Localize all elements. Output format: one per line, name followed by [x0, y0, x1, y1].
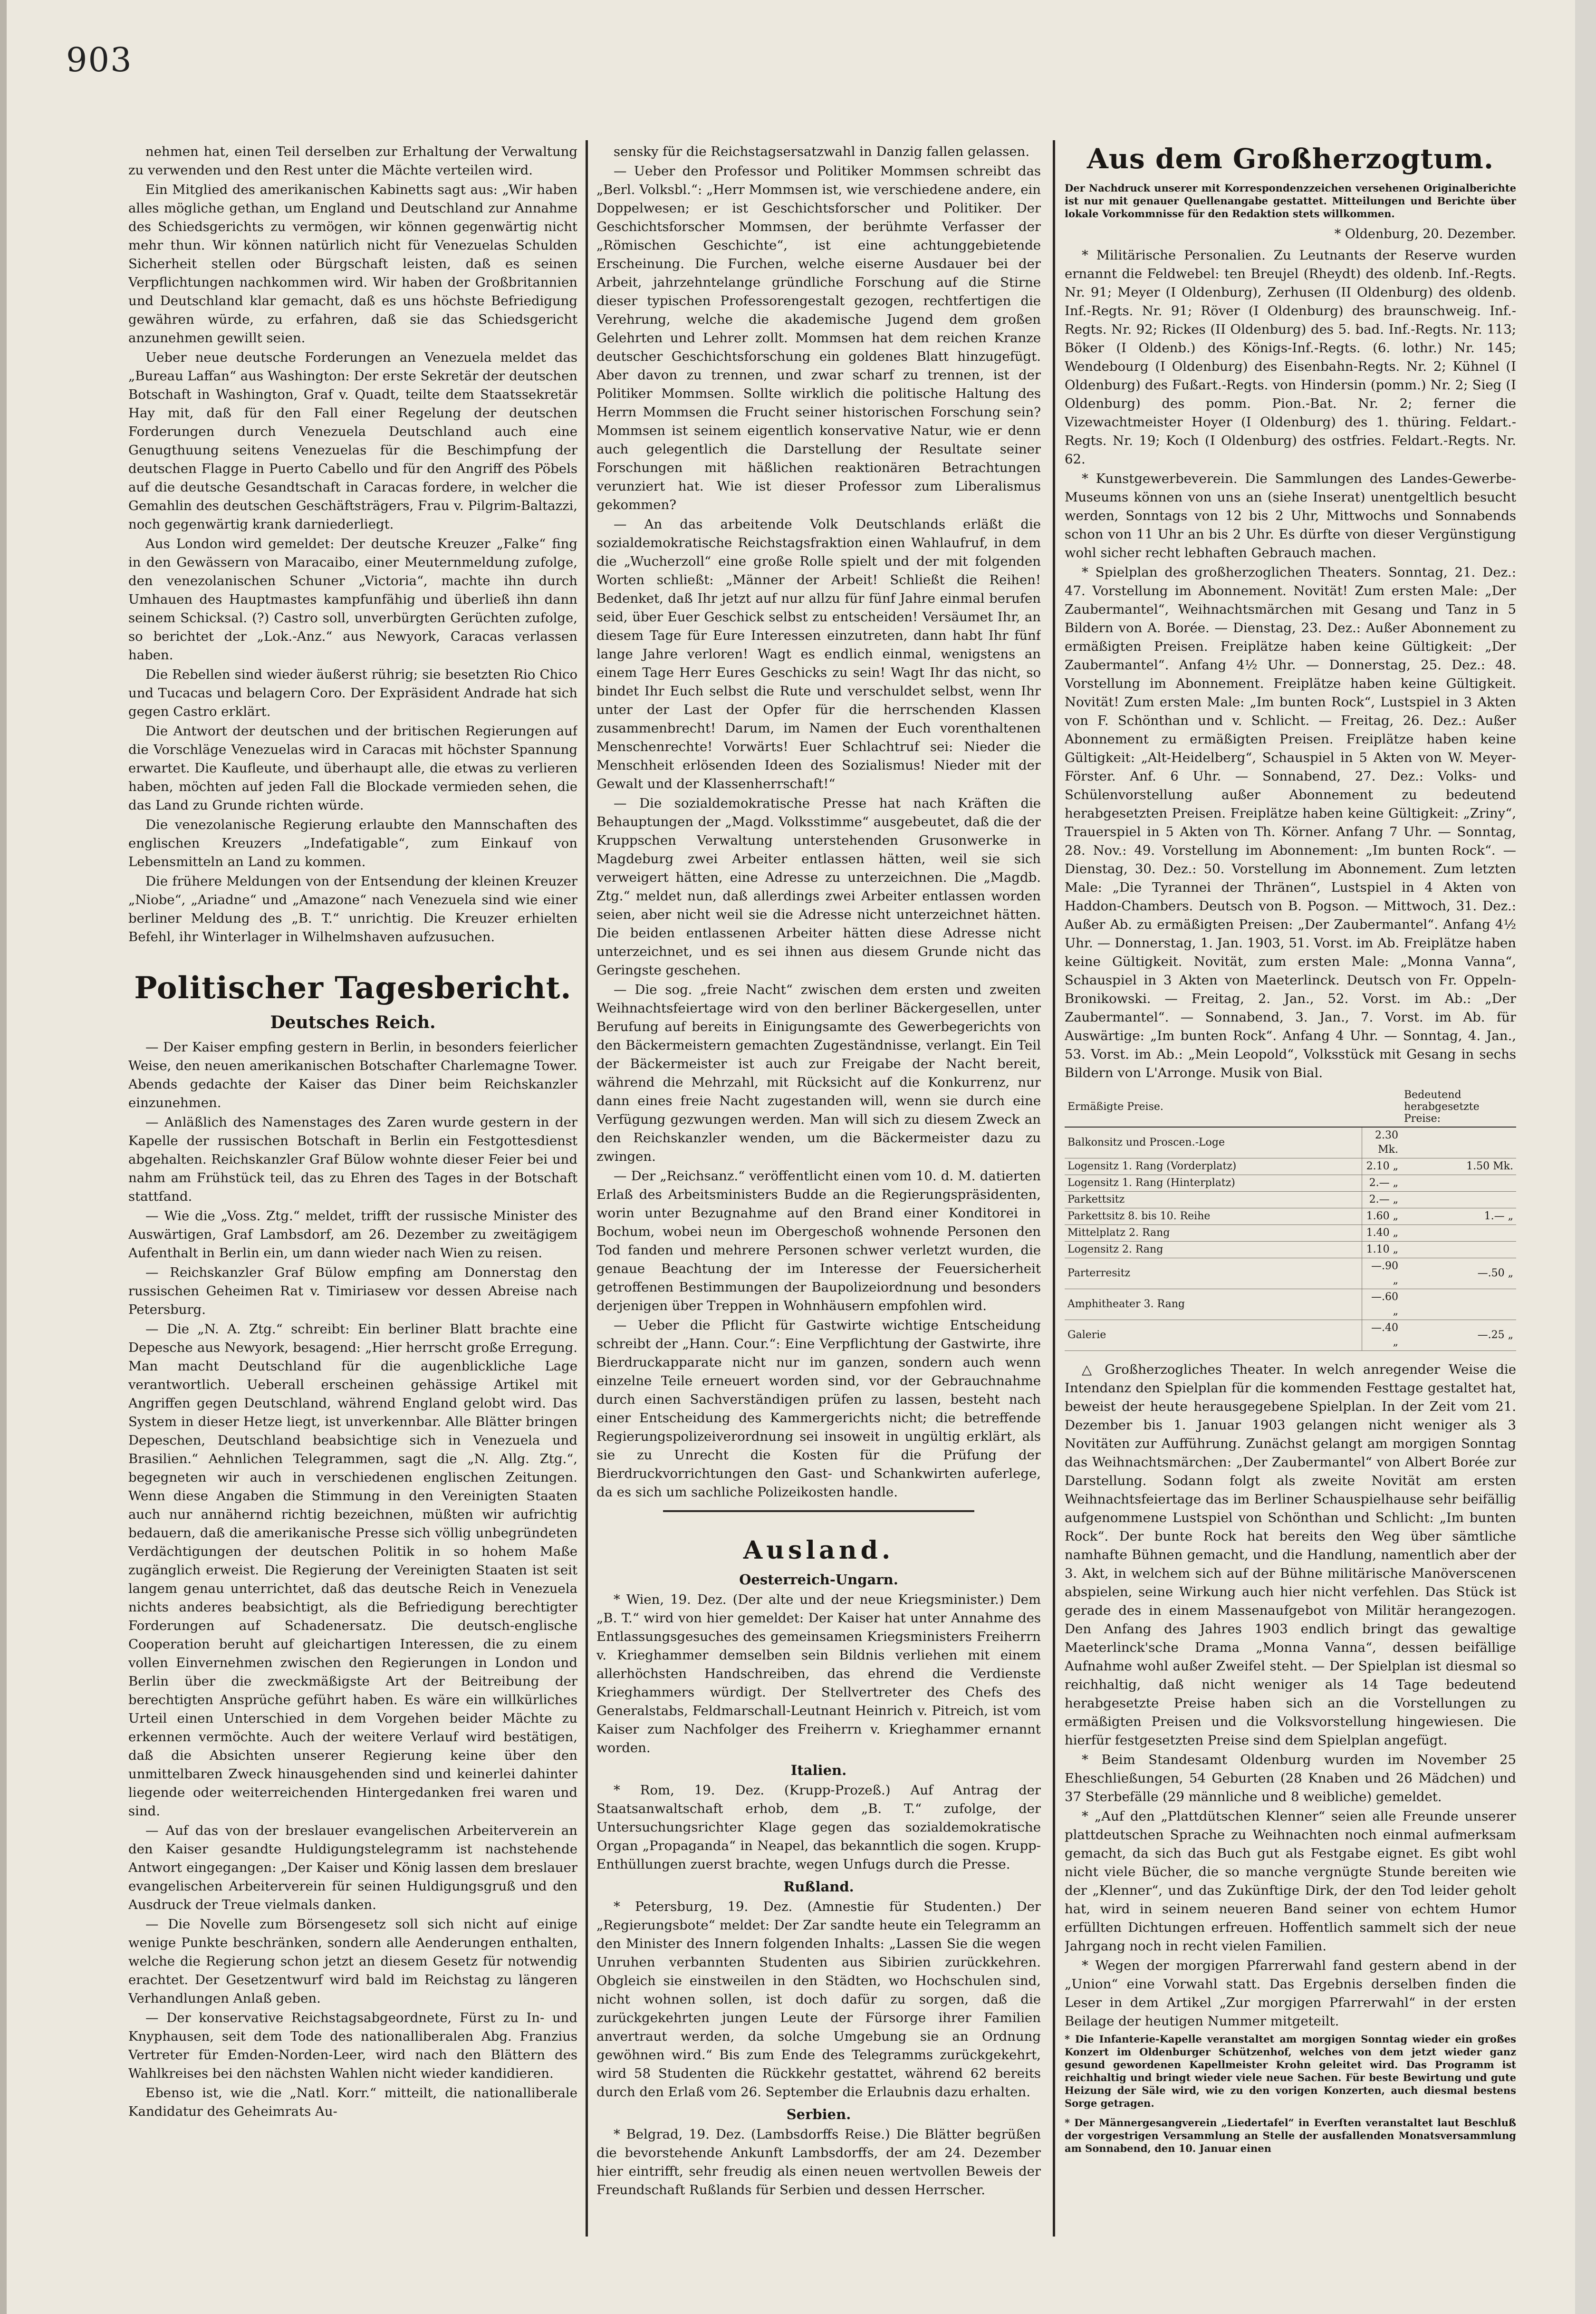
- article-paragraph: Ein Mitglied des amerikanischen Kabinetts sagt aus: „Wir haben alles mögliche gethan, um England und Deutschland zur Annahme des Schiedsgerichts zu vermögen, wir können gegenwärtig nicht mehr thun. Wir können natürlich nicht für Venezuelas Schulden Sicherheit stellen oder Bürgschaft leisten, daß es seinen Verpflichtungen nachkommen wird. Wir haben der Großbritannien und Deutschland klar gemacht, daß es uns höchste Befriedigung gewähren würde, zu erfahren, daß sie das Schiedsgericht anzunehmen gewillt seien.: [128, 182, 577, 346]
- seat-label: Mittelplatz 2. Rang: [1065, 1225, 1362, 1242]
- discount-price: —.50 „: [1401, 1258, 1516, 1289]
- article-paragraph: — Anläßlich des Namenstages des Zaren wurde gestern in der Kapelle der russischen Botschaft in Berlin ein Festgottesdienst abgehalten. Reichskanzler Graf Bülow wohnte dieser Feier bei und nahm am Frühstück teil, das zu Ehren des Tages in der Botschaft stattfand.: [128, 1115, 577, 1204]
- price-header: Bedeutend herabgesetzte Preise:: [1401, 1087, 1516, 1127]
- discount-price: [1401, 1289, 1516, 1320]
- article-paragraph: — Ueber den Professor und Politiker Mommsen schreibt das „Berl. Volksbl.“: „Herr Mommsen ist, wie verschiedene andere, ein Doppelwesen; er ist Geschichtsforscher und Politiker. Der Geschichtsforscher Mommsen, der berühmte Verfasser der „Römischen Geschichte“, ist eine achtunggebietende Erscheinung. Die Furchen, welche eiserne Ausdauer bei der Arbeit, jahrzehntelange gründliche Forschung auf die Stirne dieser typischen Professorengestalt gezogen, rechtfertigen die Verehrung, welche die akademische Jugend dem großen Gelehrten und Lehrer zollt. Mommsen hat dem reichen Kranze deutscher Geschichtsforschung ein goldenes Blatt hinzugefügt. Aber davon zu trennen, und zwar scharf zu trennen, ist der Politiker Mommsen. Sollte wirklich die politische Haltung des Herrn Mommsen die Frucht seiner historischen Forschung sein? Mommsen ist seinem eigentlich konservative Natur, wie er denn auch gelegentlich die Darstellung der Resultate seiner Forschungen mit häßlichen reaktionären Betrachtungen verunziert hat. Wie ist dieser Professor zum Liberalismus gekommen?: [596, 164, 1041, 512]
- price-row: [1065, 1258, 1516, 1289]
- country-heading: Oesterreich-Ungarn.: [739, 1572, 898, 1588]
- section-heading: Ausland.: [743, 1536, 894, 1565]
- country-heading: Italien.: [790, 1762, 847, 1778]
- section-divider: [663, 1510, 974, 1512]
- price-header-blank: [1362, 1087, 1402, 1127]
- article-paragraph: — Reichskanzler Graf Bülow empfing am Donnerstag den russischen Geheimen Rat v. Timiriasew vor dessen Abreise nach Petersburg.: [128, 1265, 577, 1317]
- seat-label: Galerie: [1065, 1320, 1362, 1351]
- reduced-price: —.90 „: [1362, 1258, 1402, 1289]
- article-paragraph: — Die sozialdemokratische Presse hat nach Kräften die Behauptungen der „Magd. Volksstimme“ ausgebeutet, daß die der Kruppschen Verwaltung unterstehenden Grusonwerke in Magdeburg zwei Arbeiter entlassen hätten, weil sie sich verweigert hätten, eine Adresse zu unterzeichnen. Die „Magdb. Ztg.“ meldet nun, daß allerdings zwei Arbeiter entlassen worden seien, aber nicht weil sie die Adresse nicht unterzeichnet hätten. Die beiden entlassenen Arbeiter hätten diese Adresse nicht unterzeichnet, und es sei ihnen aus diesem Grunde nicht das Geringste geschehen.: [596, 796, 1041, 978]
- discount-price: [1401, 1127, 1516, 1158]
- article-paragraph: * Belgrad, 19. Dez. (Lambsdorffs Reise.) Die Blätter begrüßen die bevorstehende Ankunft Lambsdorffs, der am 24. Dezember hier eintrifft, sehr freudig als einen neuen wertvollen Beweis der Freundschaft Rußlands für Serbien und dessen Herrscher.: [596, 2127, 1041, 2198]
- local-news-2: [1065, 1360, 1516, 2031]
- article-paragraph: * Spielplan des großherzoglichen Theaters. Sonntag, 21. Dez.: 47. Vorstellung im Abonnement. Novität! Zum ersten Male: „Der Zaubermantel“, Weihnachtsmärchen mit Gesang und Tanz in 5 Bildern von A. Borée. — Dienstag, 23. Dez.: Außer Abonnement zu ermäßigten Preisen. Freiplätze haben keine Gültigkeit: „Der Zaubermantel“. Anfang 4½ Uhr. — Donnerstag, 25. Dez.: 48. Vorstellung im Abonnement. Freiplätze haben keine Gültigkeit. Novität! Zum ersten Male: „Im bunten Rock“, Lustspiel in 3 Akten von F. Schönthan und v. Schlicht. — Freitag, 26. Dez.: Außer Abonnement zu ermäßigten Preisen. Freiplätze haben keine Gültigkeit: „Alt-Heidelberg“, Schauspiel in 5 Akten von W. Meyer-Förster. Anf. 6 Uhr. — Sonnabend, 27. Dez.: Volks- und Schülenvorstellung außer Abonnement zu bedeutend herabgesetzten Preisen. Freiplätze haben keine Gültigkeit: „Zriny“, Trauerspiel in 5 Akten von Th. Körner. Anfang 7 Uhr. — Sonntag, 28. Nov.: 49. Vorstellung im Abonnement: „Im bunten Rock“. — Dienstag, 30. Dez.: 50. Vorstellung im Abonnement. Zum letzten Male: „Die Tyrannei der Thränen“, Lustspiel in 4 Akten von Haddon-Chambers. Deutsch von B. Pogson. — Mittwoch, 31. Dez.: Außer Ab. zu ermäßigten Preisen: „Der Zaubermantel“. Anfang 4½ Uhr. — Donnerstag, 1. Jan. 1903, 51. Vorst. im Ab. Freiplätze haben keine Gültigkeit. Novität, zum ersten Male: „Monna Vanna“, Schauspiel in 3 Akten von Maeterlinck. Deutsch von Fr. Oppeln-Bronikowski. — Freitag, 2. Jan., 52. Vorst. im Ab.: „Der Zaubermantel“. — Sonnabend, 3. Jan., 7. Vorst. im Ab. für Auswärtige: „Im bunten Rock“. Anfang 4 Uhr. — Sonntag, 4. Jan., 53. Vorst. im Ab.: „Mein Leopold“, Volksstück mit Gesang in sechs Bildern von L'Arronge. Musik von Bial.: [1065, 565, 1516, 1080]
- dateline: * Oldenburg, 20. Dezember.: [1334, 227, 1516, 241]
- seat-label: Parterresitz: [1065, 1258, 1362, 1289]
- discount-price: [1401, 1225, 1516, 1242]
- article-paragraph: Aus London wird gemeldet: Der deutsche Kreuzer „Falke“ fing in den Gewässern von Maracaibo, einer Meuternmeldung zufolge, den venezolanischen Schuner „Victoria“, machte ihn durch Umhauen des Hauptmastes kampfunfähig und überließ ihn dann seinem Schicksal. (?) Castro soll, unverbürgten Gerüchten zufolge, so berichtet der „Lok.-Anz.“ aus Newyork, Caracas verlassen haben.: [128, 536, 577, 663]
- price-row: [1065, 1242, 1516, 1258]
- reduced-price: 2.— „: [1362, 1192, 1402, 1208]
- article-paragraph: * Der Männergesangverein „Liedertafel“ in Everſten veranstaltet laut Beschluß der vorgestrigen Versammlung an Stelle der ausfallenden Monatsversammlung am Sonnabend, den 10. Januar einen: [1065, 2117, 1516, 2154]
- price-header: Ermäßigte Preise.: [1065, 1087, 1362, 1127]
- price-row: [1065, 1208, 1516, 1225]
- local-news: [1065, 246, 1516, 1082]
- article-paragraph: — Die sog. „freie Nacht“ zwischen dem ersten und zweiten Weihnachtsfeiertage wird von den berliner Bäckergesellen, unter Berufung auf bereits in Einigungsamte des Gewerbegerichts von den Bäckermeistern gemachten Zugeständnisse, verlangt. Ein Teil der Bäckermeister ist auch zur Freigabe der Nacht bereit, während die Mehrzahl, mit Rücksicht auf die Konkurrenz, nur dann eines freie Nacht zugestanden will, wenn sie durch eine Verfügung gezwungen werden. Man will sich zu diesem Zweck an den Reichskanzler wenden, um die Bäckermeister dazu zu zwingen.: [596, 982, 1041, 1164]
- price-row: [1065, 1289, 1516, 1320]
- column-2: [596, 143, 1041, 2272]
- article-paragraph: * Rom, 19. Dez. (Krupp-Prozeß.) Auf Antrag der Staatsanwaltschaft erhob, dem „B. T.“ zufolge, der Untersuchungsrichter Klage gegen das sozialdemokratische Organ „Propaganda“ in Neapel, das bekanntlich die sogen. Krupp-Enthüllungen zuerst brachte, wegen Unfugs durch die Presse.: [596, 1783, 1041, 1872]
- seat-label: Logensitz 1. Rang (Vorderplatz): [1065, 1158, 1362, 1175]
- article-paragraph: Die Rebellen sind wieder äußerst rührig; sie besetzten Rio Chico und Tucacas und belagern Coro. Der Expräsident Andrade hat sich gegen Castro erklärt.: [128, 667, 577, 719]
- seat-label: Parkettsitz: [1065, 1192, 1362, 1208]
- deutsches-reich-section: [128, 1038, 577, 2121]
- reduced-price: 2.10 „: [1362, 1158, 1402, 1175]
- discount-price: [1401, 1242, 1516, 1258]
- domestic-continued: [596, 143, 1041, 1502]
- section-heading: Politischer Tagesbericht.: [134, 970, 572, 1006]
- article-paragraph: nehmen hat, einen Teil derselben zur Erhaltung der Verwaltung zu verwenden und den Rest unter die Mächte verteilen wird.: [128, 144, 577, 178]
- reduced-price: —.60 „: [1362, 1289, 1402, 1320]
- discount-price: [1401, 1192, 1516, 1208]
- article-paragraph: * Die Infanterie-Kapelle veranstaltet am morgigen Sonntag wieder ein großes Konzert im Oldenburger Schützenhof, welches von dem jetzt wieder ganz gesund gewordenen Kapellmeister Krohn geleitet wird. Das Programm ist reichhaltig und bringt wieder viele neue Sachen. Für beste Bewirtung und gute Heizung der Säle wird, wie zu den vorigen Konzerten, auch diesmal bestens Sorge getragen.: [1065, 2033, 1516, 2109]
- reduced-price: 1.10 „: [1362, 1242, 1402, 1258]
- price-row: [1065, 1320, 1516, 1351]
- article-paragraph: * Militärische Personalien. Zu Leutnants der Reserve wurden ernannt die Feldwebel: ten Breujel (Rheydt) des oldenb. Inf.-Regts. Nr. 91; Meyer (I Oldenburg), Zerhusen (II Oldenburg) des oldenb. Inf.-Regts. Nr. 91; Röver (I Oldenburg) des braunschweig. Inf.-Regts. Nr. 92; Rickes (II Oldenburg) des 5. bad. Inf.-Regts. Nr. 113; Böker (I Oldenb.) des Königs-Inf.-Regts. (6. lothr.) Nr. 145; Wendebourg (I Oldenburg) des Eisenbahn-Regts. Nr. 2; Kühnel (I Oldenburg) des Fußart.-Regts. von Hindersin (pomm.) Nr. 2; Sieg (I Oldenburg) des pomm. Pion.-Bat. Nr. 2; ferner die Vizewachtmeister Hoyer (I Oldenburg) des 1. thüring. Feldart.-Regts. Nr. 19; Koch (I Oldenburg) des ostfries. Feldart.-Regts. Nr. 62.: [1065, 248, 1516, 467]
- article-paragraph: — Wie die „Voss. Ztg.“ meldet, trifft der russische Minister des Auswärtigen, Graf Lambsdorf, am 26. Dezember zu zweitägigem Aufenthalt in Berlin ein, um dann wieder nach Wien zu reisen.: [128, 1208, 577, 1261]
- country-heading: Serbien.: [786, 2106, 851, 2122]
- article-paragraph: * Beim Standesamt Oldenburg wurden im November 25 Eheschließungen, 54 Geburten (28 Knaben und 26 Mädchen) und 37 Sterbefälle (29 männliche und 8 weibliche) gemeldet.: [1065, 1752, 1516, 1804]
- article-paragraph: △ Großherzogliches Theater. In welch anregender Weise die Intendanz den Spielplan für die kommenden Festtage gestaltet hat, beweist der heute herausgegebene Spielplan. In der Zeit vom 21. Dezember bis 1. Januar 1903 gelangen nicht weniger als 3 Novitäten zur Aufführung. Zunächst gelangt am morgigen Sonntag das Weihnachtsmärchen: „Der Zaubermantel“ von Albert Borée zur Darstellung. Sodann folgt als zweite Novität am ersten Weihnachtsfeiertage das im Berliner Schauspielhause sehr beifällig aufgenommene Lustspiel von Schönthan und Schlicht: „Im bunten Rock“. Der bunte Rock hat bereits den Weg über sämtliche namhafte Bühnen gemacht, und die Handlung, namentlich aber der 3. Akt, in welchem sich auf der Bühne militärische Manöverscenen abspielen, seine Wirkung auch hier nicht verfehlen. Das Stück ist gerade des in einem Massenaufgebot von Militär herangezogen. Den Anfang des Jahres 1903 endlich bringt das gewaltige Maeterlinck'sche Drama „Monna Vanna“, dessen beifällige Aufnahme wohl außer Zweifel steht. — Der Spielplan ist diesmal so reichhaltig, daß nicht weniger als 14 Tage bedeutend herabgesetzte Preise haben sich an die Vorstellungen zu ermäßigten Preisen und die Volksvorstellung hingewiesen. Die hierfür festgesetzten Preise sind dem Spielplan angefügt.: [1065, 1362, 1516, 1748]
- article-paragraph: — Der „Reichsanz.“ veröffentlicht einen vom 10. d. M. datierten Erlaß des Arbeitsministers Budde an die Regierungspräsidenten, worin unter Bezugnahme auf den Brand einer Konditorei in Bochum, wobei neun im Obergeschoß wohnende Personen den Tod fanden und mehrere Personen schwer verletzt wurden, die genaue Beachtung der im Interesse der Feuersicherheit getroffenen Bestimmungen der Baupolizeiordnung und besonders derjenigen über Treppen in Wohnhäusern empfohlen wird.: [596, 1168, 1041, 1313]
- subsection-heading: Deutsches Reich.: [270, 1012, 436, 1032]
- price-row: [1065, 1127, 1516, 1158]
- reduced-price: 2.30 Mk.: [1362, 1127, 1402, 1158]
- price-row: [1065, 1175, 1516, 1192]
- discount-price: [1401, 1175, 1516, 1192]
- reduced-price: 2.— „: [1362, 1175, 1402, 1192]
- discount-price: 1.— „: [1401, 1208, 1516, 1225]
- article-paragraph: * „Auf den „Plattdütschen Klenner“ seien alle Freunde unserer plattdeutschen Sprache zu Weihnachten noch einmal aufmerksam gemacht, da sich das Buch gut als Festgabe eignet. Es gibt wohl nicht viele Bücher, die so manche vergnügte Stunde bereiten wie der „Klenner“, und das Zukünftige Dirk, der den Tod leider geholt hat, wird in seinem neueren Band seiner von echtem Humor erfüllten Dichtungen erfreuen. Hoffentlich sammelt sich der neue Jahrgang noch in recht vielen Familien.: [1065, 1809, 1516, 1954]
- column-3: [1065, 143, 1516, 2272]
- column-rule: [1053, 140, 1055, 2237]
- venezuela-section: [128, 143, 577, 946]
- discount-price: —.25 „: [1401, 1320, 1516, 1351]
- price-row: [1065, 1225, 1516, 1242]
- article-paragraph: sensky für die Reichstagsersatzwahl in Danzig fallen gelassen.: [614, 144, 1030, 159]
- article-paragraph: — Die „N. A. Ztg.“ schreibt: Ein berliner Blatt brachte eine Depesche aus Newyork, besagend: „Hier herrscht große Erregung. Man macht Deutschland für die augenblickliche Lage verantwortlich. Ueberall erscheinen gehässige Artikel mit Angriffen gegen Deutschland, während England gelobt wird. Das System in dieser Hetze liegt, ist unverkennbar. Alle Blätter bringen Depeschen, Deutschland beabsichtige sich in Venezuela und Brasilien.“ Aehnlichen Telegrammen, sagt die „N. Allg. Ztg.“, begegneten wir auch in verschiedenen englischen Zeitungen. Wenn diese Angaben die Stimmung in den Vereinigten Staaten auch nur annähernd richtig bezeichnen, müßten wir aufrichtig bedauern, daß die amerikanische Presse sich völlig unbegründeten Verdächtigungen der deutschen Politik in so hohem Maße zugänglich erweist. Die Regierung der Vereinigten Staaten ist seit langem genau unterrichtet, daß das deutsche Reich in Venezuela nichts anderes beabsichtigt, als die Befriedigung berechtigter Forderungen auf Schadenersatz. Die deutsch-englische Cooperation beruht auf gleichartigen Interessen, die zu einem vollen Einvernehmen zwischen den Regierungen in London und Berlin über die zweckmäßigste Art der Beitreibung der berechtigten Ansprüche geführt haben. Es wäre ein willkürliches Urteil einen Unterschied in dem Vorgehen beider Mächte zu erkennen vermöchte. Auch der weitere Verlauf wird bestätigen, daß die Absichten unserer Regierung keine über den unmittelbaren Zweck hinausgehenden sind und keinerlei dahinter liegende oder weiterreichenden Hintergedanken frei waren und sind.: [128, 1321, 577, 1819]
- reduced-price: 1.60 „: [1362, 1208, 1402, 1225]
- article-paragraph: * Kunstgewerbeverein. Die Sammlungen des Landes-Gewerbe-Museums können von uns an (siehe Inserat) unentgeltlich besucht werden, Sonntags von 12 bis 2 Uhr, Mittwochs und Sonnabends schon von 11 Uhr an bis 2 Uhr. Es dürfte von dieser Vergünstigung wohl sicher recht lebhaften Gebrauch machen.: [1065, 471, 1516, 560]
- article-paragraph: * Wien, 19. Dez. (Der alte und der neue Kriegsminister.) Dem „B. T.“ wird von hier gemeldet: Der Kaiser hat unter Annahme des Entlassungsgesuches des gemeinsamen Kriegsministers Freiherrn v. Krieghammer demselben sein Bildnis verliehen mit einem allerhöchsten Handschreiben, das ehrend die Verdienste Krieghammers würdigt. Der Stellvertreter des Chefs des Generalstabs, Feldmarschall-Leutnant Heinrich v. Pitreich, ist vom Kaiser zum Nachfolger des Freiherrn v. Krieghammer ernannt worden.: [596, 1592, 1041, 1755]
- article-paragraph: * Petersburg, 19. Dez. (Amnestie für Studenten.) Der „Regierungsbote“ meldet: Der Zar sandte heute ein Telegramm an den Minister des Innern folgenden Inhalts: „Lassen Sie die wegen Unruhen verbannten Studenten aus Sibirien zurückkehren. Obgleich sie einstweilen in den Städten, wo Hochschulen sind, nicht wohnen sollen, ist doch dafür zu sorgen, daß die zurückgekehrten jungen Leute der Fürsorge ihrer Familien anvertraut werden, da solche Umgebung sie an Ordnung gewöhnen wird.“ Bis zum Ende des Telegramms zurückgekehrt, wird 58 Studenten die Rückkehr gestattet, während 62 bereits durch den Erlaß vom 26. September die Erlaubnis dazu erhalten.: [596, 1899, 1041, 2100]
- article-paragraph: — An das arbeitende Volk Deutschlands erläßt die sozialdemokratische Reichstagsfraktion einen Wahlaufruf, in dem die „Wucherzoll“ eine große Rolle spielt und der mit folgenden Worten schließt: „Männer der Arbeit! Schließt die Reihen! Bedenket, daß Ihr jetzt auf nur allzu für fünf Jahre einmal berufen seid, über Euer Geschick selbst zu entscheiden! Versäumet Ihr, an diesem Tage für Eure Interessen einzutreten, dann habt Ihr fünf lange Jahre verloren! Wagt es endlich einmal, wenigstens an einem Tage Herr Eures Geschicks zu sein! Wagt Ihr das nicht, so bindet Ihr Euch selbst die Rute und verschuldet selbst, wenn Ihr unter der Last der Opfer für die herrschenden Klassen zusammenbrecht! Darum, im Namen der Euch vorenthaltenen Menschenrechte! Vorwärts! Euer Schlachtruf sei: Nieder die Menschheit erlösenden Ideen des Sozialismus! Nieder mit der Gewalt und der Klassenherrschaft!“: [596, 517, 1041, 791]
- country-heading: Rußland.: [783, 1879, 854, 1895]
- article-paragraph: — Auf das von der breslauer evangelischen Arbeiterverein an den Kaiser gesandte Huldigungstelegramm ist nachstehende Antwort eingegangen: „Der Kaiser und König lassen dem breslauer evangelischen Arbeiterverein für seinen Huldigungsgruß und den Ausdruck der Treue vielmals danken.: [128, 1823, 577, 1912]
- column-1: [128, 143, 577, 2272]
- seat-label: Logensitz 1. Rang (Hinterplatz): [1065, 1175, 1362, 1192]
- seat-label: Balkonsitz und Proscen.-Loge: [1065, 1127, 1362, 1158]
- small-notices: [1065, 2033, 1516, 2155]
- page-number: 903: [66, 40, 133, 79]
- price-table: [1065, 1087, 1516, 1351]
- column-rule: [586, 140, 588, 2237]
- price-row: [1065, 1192, 1516, 1208]
- article-paragraph: — Ueber die Pflicht für Gastwirte wichtige Entscheidung schreibt der „Hann. Cour.“: Eine Verpflichtung der Gastwirte, ihre Bierdruckapparate nicht nur im ganzen, sondern auch wenn einzelne Teile erneuert worden sind, vor der Gebrauchnahme durch einen Sachverständigen prüfen zu lassen, besteht nach einer Entscheidung des Kammergerichts nicht; die betreffende Regierungspolizeiverordnung sei insoweit in ungültig erklärt, als sie zu Unrecht die Kosten für die Prüfung der Bierdruckvorrichtungen den Gast- und Schankwirten auferlege, da es sich um sachliche Polizeikosten handle.: [596, 1318, 1041, 1500]
- price-row: [1065, 1158, 1516, 1175]
- reduced-price: 1.40 „: [1362, 1225, 1402, 1242]
- article-paragraph: Die Antwort der deutschen und der britischen Regierungen auf die Vorschläge Venezuelas wird in Caracas mit höchster Spannung erwartet. Die Kaufleute, und überhaupt alle, die etwas zu verlieren haben, möchten auf jeden Fall die Blockade vermieden sehen, die das Land zu Grunde richten würde.: [128, 723, 577, 813]
- article-paragraph: — Der konservative Reichstagsabgeordnete, Fürst zu In- und Knyphausen, seit dem Tode des nationalliberalen Abg. Franzius Vertreter für Emden-Norden-Leer, wird nach den Blättern des Wahlkreises bei den nächsten Wahlen nicht wieder kandidieren.: [128, 2010, 577, 2081]
- article-paragraph: * Wegen der morgigen Pfarrerwahl fand gestern abend in der „Union“ eine Vorwahl statt. Das Ergebnis derselben finden die Leser in dem Artikel „Zur morgigen Pfarrerwahl“ in der ersten Beilage der heutigen Nummer mitgeteilt.: [1065, 1958, 1516, 2029]
- seat-label: Logensitz 2. Rang: [1065, 1242, 1362, 1258]
- article-paragraph: Die frühere Meldungen von der Entsendung der kleinen Kreuzer „Niobe“, „Ariadne“ und „Amazone“ nach Venezuela sind wie einer berliner Meldung des „B. T.“ unrichtig. Die Kreuzer erhielten Befehl, ihr Winterlager in Wilhelmshaven aufzusuchen.: [128, 874, 577, 945]
- section-heading: Aus dem Großherzogtum.: [1086, 143, 1494, 175]
- article-paragraph: — Die Novelle zum Börsengesetz soll sich nicht auf einige wenige Punkte beschränken, sondern alle Aenderungen enthalten, welche die Regierung schon jetzt an diesem Gesetz für notwendig erachtet. Der Gesetzentwurf wird bald im Reichstag zu längeren Verhandlungen Anlaß geben.: [128, 1917, 577, 2006]
- article-paragraph: Ueber neue deutsche Forderungen an Venezuela meldet das „Bureau Laffan“ aus Washington: Der erste Sekretär der deutschen Botschaft in Washington, Graf v. Quadt, teilte dem Staatssekretär Hay mit, daß für den Fall einer Regelung der deutschen Forderungen durch Venezuela Deutschland auch eine Genugthuung seitens Venezuelas für die Beschimpfung der deutschen Flagge in Puerto Cabello und für den Angriff des Pöbels auf die deutsche Gesandtschaft in Caracas fordere, in welcher die Gemahlin des deutschen Geschäftsträgers, Frau v. Pilgrim-Baltazzi, noch gegenwärtig krank darniederliegt.: [128, 350, 577, 532]
- article-paragraph: Ebenso ist, wie die „Natl. Korr.“ mitteilt, die nationalliberale Kandidatur des Geheimrats Au-: [128, 2085, 577, 2119]
- discount-price: 1.50 Mk.: [1401, 1158, 1516, 1175]
- seat-label: Parkettsitz 8. bis 10. Reihe: [1065, 1208, 1362, 1225]
- seat-label: Amphitheater 3. Rang: [1065, 1289, 1362, 1320]
- reduced-price: —.40 „: [1362, 1320, 1402, 1351]
- article-paragraph: Die venezolanische Regierung erlaubte den Mannschaften des englischen Kreuzers „Indefatigable“, zum Einkauf von Lebensmitteln an Land zu kommen.: [128, 817, 577, 869]
- reprint-notice: Der Nachdruck unserer mit Korrespondenzzeichen versehenen Originalberichte ist nur mit genauer Quellenangabe gestattet. Mitteilungen und Berichte über lokale Vorkommnisse für den Redaktion stets willkommen.: [1065, 182, 1516, 220]
- article-paragraph: — Der Kaiser empfing gestern in Berlin, in besonders feierlicher Weise, den neuen amerikanischen Botschafter Charlemagne Tower. Abends gedachte der Kaiser das Diner beim Reichskanzler einzunehmen.: [128, 1040, 577, 1110]
